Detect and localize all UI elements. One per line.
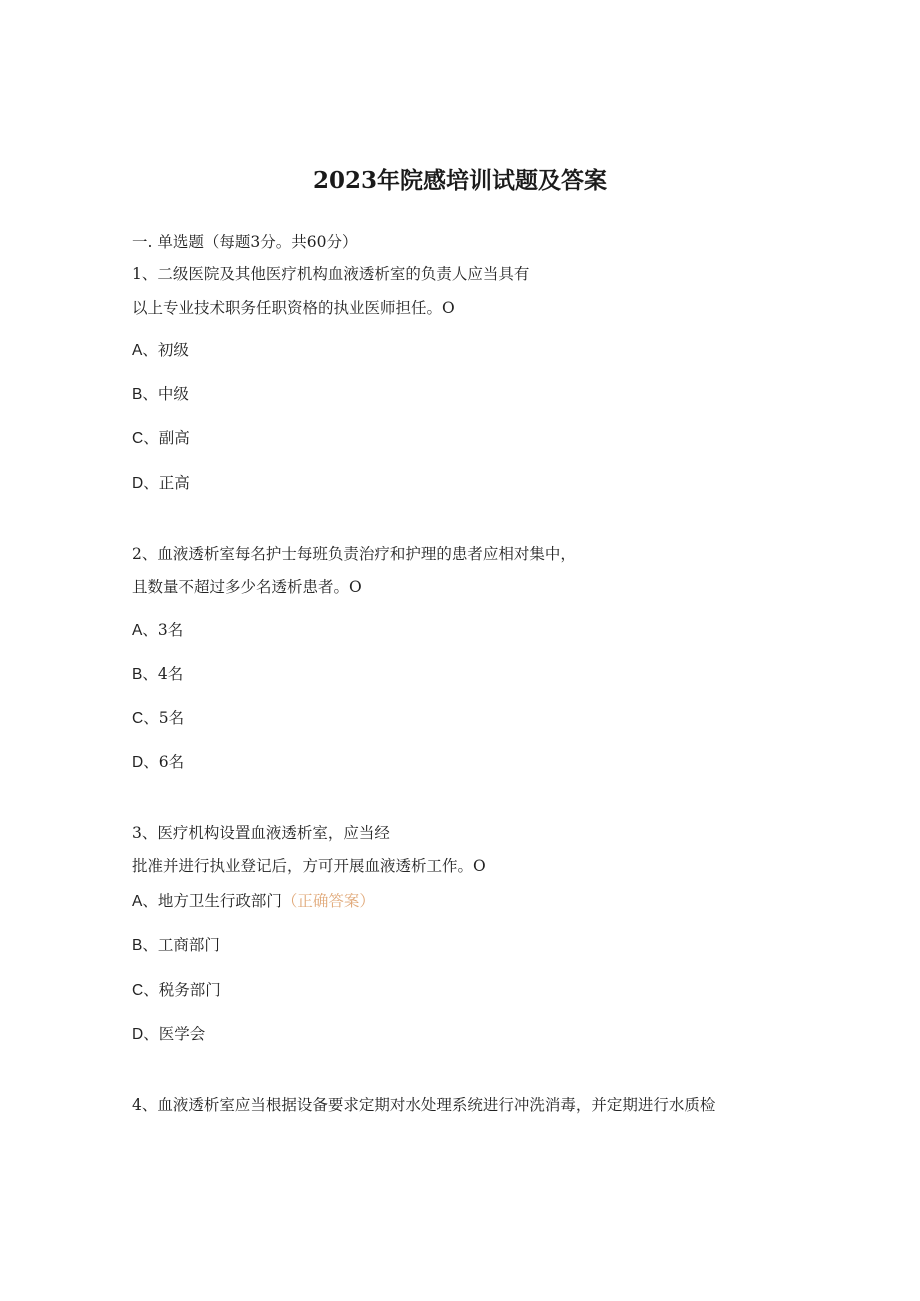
question-1-option-d xyxy=(132,472,190,495)
document-title: 2023年院感培训试题及答案 xyxy=(312,167,607,194)
question-4-line-1: 4、血液透析室应当根据设备要求定期对水处理系统进行冲洗消毒，并定期进行水质检 xyxy=(132,1096,716,1114)
question-1-option-a xyxy=(132,339,189,362)
question-3-line-1: 3、医疗机构设置血液透析室，应当经 xyxy=(132,824,390,842)
section-header: 一. 单选题（每题3分。共60分） xyxy=(132,233,358,251)
option-letter: C、 xyxy=(132,430,159,447)
question-3-option-b xyxy=(132,934,220,957)
question-1-option-b xyxy=(132,383,189,406)
option-letter: B、 xyxy=(132,666,158,683)
option-text: 中级 xyxy=(157,385,189,403)
option-letter: B、 xyxy=(132,937,158,954)
option-letter: C、 xyxy=(132,710,159,727)
option-letter: D、 xyxy=(132,1026,159,1043)
option-text: 医学会 xyxy=(158,1025,206,1043)
option-letter: D、 xyxy=(132,754,159,771)
option-text: 4名 xyxy=(157,665,184,683)
question-2-line-1: 2、血液透析室每名护士每班负责治疗和护理的患者应相对集中， xyxy=(132,545,576,563)
option-text: 初级 xyxy=(157,341,189,359)
option-letter: A、 xyxy=(132,342,158,359)
question-1-line-1: 1、二级医院及其他医疗机构血液透析室的负责人应当具有 xyxy=(132,265,530,283)
option-text: 税务部门 xyxy=(158,981,221,999)
option-text: 正高 xyxy=(158,474,190,492)
option-text: 工商部门 xyxy=(157,936,220,954)
option-text: 副高 xyxy=(158,429,190,447)
option-text: 6名 xyxy=(158,753,185,771)
option-letter: C、 xyxy=(132,982,159,999)
question-1-line-2: 以上专业技术职务任职资格的执业医师担任。O xyxy=(132,299,455,317)
question-1-option-c xyxy=(132,427,190,450)
option-text: 5名 xyxy=(158,709,185,727)
question-3-option-c xyxy=(132,979,221,1002)
question-2-option-c xyxy=(132,707,184,730)
question-3-option-a xyxy=(132,890,375,913)
question-2-option-d xyxy=(132,751,184,774)
option-letter: A、 xyxy=(132,893,158,910)
option-text: 地方卫生行政部门 xyxy=(157,892,282,910)
question-2-option-b xyxy=(132,663,183,686)
question-3-option-d xyxy=(132,1023,205,1046)
option-letter: A、 xyxy=(132,622,158,639)
correct-answer-mark: （正确答案） xyxy=(281,892,375,910)
question-2-line-2: 且数量不超过多少名透析患者。O xyxy=(132,578,362,596)
option-letter: D、 xyxy=(132,475,159,492)
option-text: 3名 xyxy=(157,621,184,639)
question-3-line-2: 批准并进行执业登记后，方可开展血液透析工作。O xyxy=(132,857,486,875)
question-2-option-a xyxy=(132,619,183,642)
option-letter: B、 xyxy=(132,386,158,403)
